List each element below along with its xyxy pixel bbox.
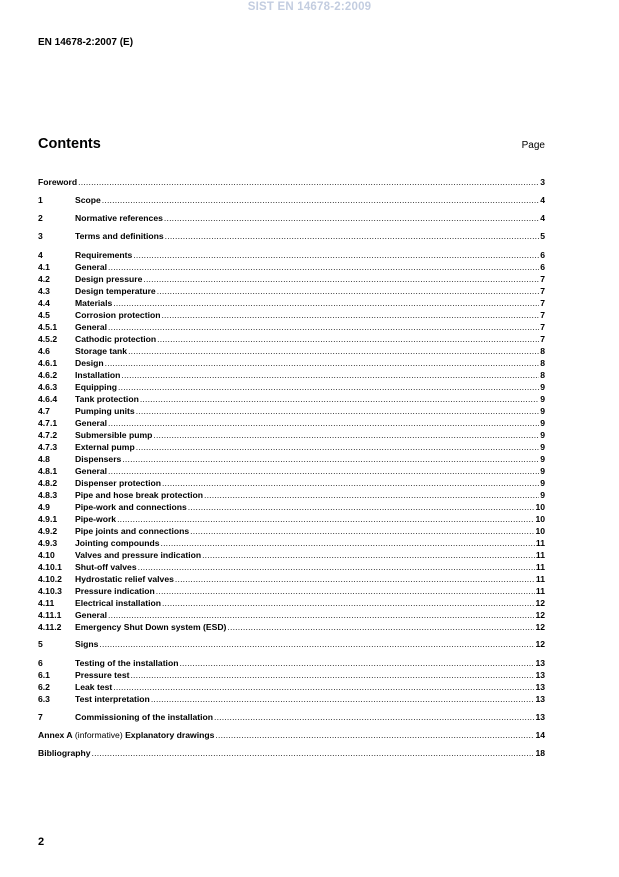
toc-entry-number: 4.1: [38, 262, 50, 272]
toc-entry-page: 7: [540, 298, 545, 308]
toc-entry[interactable]: [38, 309, 545, 321]
toc-entry-page: 14: [535, 730, 545, 740]
toc-leader-dots: [105, 357, 540, 369]
toc-entry-number: 4.2: [38, 274, 50, 284]
toc-entry-page: 6: [540, 262, 545, 272]
toc-entry-number: 4.8: [38, 454, 50, 464]
toc-entry[interactable]: [38, 513, 545, 525]
toc-leader-dots: [157, 333, 539, 345]
toc-entry[interactable]: [38, 194, 545, 206]
toc-entry[interactable]: [38, 609, 545, 621]
toc-entry-title: Tank protection: [75, 394, 139, 404]
toc-leader-dots: [214, 711, 534, 723]
toc-entry[interactable]: [38, 261, 545, 273]
toc-leader-dots: [188, 501, 535, 513]
toc-entry-number: 4: [38, 250, 43, 260]
toc-entry-number: 6.1: [38, 670, 50, 680]
toc-entry-page: 9: [540, 490, 545, 500]
toc-entry-number: Annex A: [38, 730, 73, 740]
toc-entry-number: 3: [38, 231, 43, 241]
toc-entry-number: 5: [38, 639, 43, 649]
toc-entry-page: 5: [540, 231, 545, 241]
toc-entry[interactable]: [38, 537, 545, 549]
toc-entry-page: 9: [540, 406, 545, 416]
toc-entry-number: 4.6.3: [38, 382, 58, 392]
toc-entry-title: Pressure test: [75, 670, 130, 680]
toc-entry-title: Hydrostatic relief valves: [75, 574, 174, 584]
toc-entry-number: 4.10: [38, 550, 55, 560]
toc-entry-number: 7: [38, 712, 43, 722]
toc-entry[interactable]: [38, 333, 545, 345]
toc-leader-dots: [92, 747, 535, 759]
toc-entry[interactable]: [38, 321, 545, 333]
toc-entry-page: 6: [540, 250, 545, 260]
toc-entry-title: Design: [75, 358, 104, 368]
toc-entry-number: 4.4: [38, 298, 50, 308]
toc-entry-number: 4.7: [38, 406, 50, 416]
toc-entry-page: 7: [540, 322, 545, 332]
toc-leader-dots: [153, 429, 539, 441]
toc-entry-title: Jointing compounds: [75, 538, 160, 548]
toc-entry-page: 10: [535, 526, 545, 536]
toc-entry[interactable]: [38, 477, 545, 489]
toc-entry-title: Cathodic protection: [75, 334, 157, 344]
toc-entry[interactable]: [38, 597, 545, 609]
toc-entry-page: 9: [540, 418, 545, 428]
toc-entry-title: Test interpretation: [75, 694, 150, 704]
toc-leader-dots: [156, 585, 535, 597]
toc-entry-number: 4.3: [38, 286, 50, 296]
toc-entry-title: General: [75, 262, 108, 272]
toc-entry-title: Shut-off valves: [75, 562, 137, 572]
toc-entry-page: 7: [540, 286, 545, 296]
toc-entry-number: 2: [38, 213, 43, 223]
toc-entry-title: Design temperature: [75, 286, 156, 296]
toc-entry[interactable]: [38, 561, 545, 573]
toc-entry-title: Electrical installation: [75, 598, 161, 608]
toc-entry-number: 4.9.1: [38, 514, 58, 524]
toc-entry-number: 4.11.1: [38, 610, 62, 620]
toc-entry[interactable]: [38, 681, 545, 693]
toc-entry[interactable]: [38, 638, 545, 650]
toc-entry-page: 4: [540, 195, 545, 205]
toc-entry-title: General: [75, 322, 108, 332]
toc-entry-title: General: [75, 466, 108, 476]
toc-entry-title: Requirements: [75, 250, 133, 260]
toc-entry-page: 9: [540, 478, 545, 488]
toc-entry-page: 8: [540, 358, 545, 368]
toc-entry-page: 4: [540, 213, 545, 223]
toc-leader-dots: [113, 681, 534, 693]
toc-leader-dots: [118, 381, 539, 393]
toc-entry[interactable]: [38, 345, 545, 357]
toc-entry-page: 9: [540, 466, 545, 476]
toc-entry-number: 6.2: [38, 682, 50, 692]
toc-entry-page: 11: [535, 538, 545, 548]
toc-entry-title: Installation: [75, 370, 121, 380]
toc-entry-title: Materials: [75, 298, 113, 308]
toc-entry-page: 7: [540, 274, 545, 284]
toc-entry[interactable]: [38, 747, 545, 759]
toc-leader-dots: [190, 525, 534, 537]
toc-entry-page: 12: [535, 622, 545, 632]
toc-leader-dots: [161, 537, 535, 549]
toc-entry-number: 4.6.4: [38, 394, 58, 404]
toc-entry-page: 8: [540, 370, 545, 380]
toc-entry[interactable]: [38, 549, 545, 561]
toc-entry-title: Submersible pump: [75, 430, 153, 440]
toc-leader-dots: [204, 489, 539, 501]
toc-entry-page: 8: [540, 346, 545, 356]
toc-entry[interactable]: [38, 381, 545, 393]
toc-entry-title: Emergency Shut Down system (ESD): [75, 622, 227, 632]
toc-entry-number: 4.9.2: [38, 526, 58, 536]
toc-entry-page: 10: [535, 502, 545, 512]
toc-entry-page: 9: [540, 454, 545, 464]
toc-leader-dots: [99, 638, 534, 650]
toc-entry[interactable]: [38, 465, 545, 477]
toc-entry-page: 9: [540, 430, 545, 440]
toc-entry-page: 13: [535, 682, 545, 692]
toc-entry-number: 1: [38, 195, 43, 205]
toc-entry-page: 7: [540, 310, 545, 320]
toc-entry[interactable]: [38, 525, 545, 537]
toc-leader-dots: [157, 285, 540, 297]
toc-leader-dots: [108, 321, 539, 333]
toc-entry-number: 4.9.3: [38, 538, 58, 548]
toc-entry-page: 12: [535, 598, 545, 608]
toc-leader-dots: [227, 621, 534, 633]
toc-entry-title: Valves and pressure indication: [75, 550, 202, 560]
toc-entry-title: Pipe-work: [75, 514, 117, 524]
contents-title: Contents: [38, 136, 101, 152]
toc-entry[interactable]: [38, 212, 545, 224]
toc-entry-number: Bibliography: [38, 748, 91, 758]
toc-leader-dots: [136, 441, 540, 453]
toc-leader-dots: [108, 609, 534, 621]
toc-leader-dots: [179, 657, 534, 669]
toc-entry-number: 4.6.2: [38, 370, 58, 380]
toc-entry-number: 4.9: [38, 502, 50, 512]
toc-entry-number: 4.5.1: [38, 322, 58, 332]
toc-entry-number: 4.8.2: [38, 478, 58, 488]
toc-leader-dots: [162, 597, 534, 609]
toc-entry-title: Testing of the installation: [75, 658, 179, 668]
page-column-label: Page: [521, 140, 545, 151]
toc-entry[interactable]: [38, 369, 545, 381]
toc-entry-title: Terms and definitions: [75, 231, 164, 241]
toc-leader-dots: [165, 230, 540, 242]
toc-entry-page: 12: [535, 610, 545, 620]
toc-entry-title: Pipe-work and connections: [75, 502, 187, 512]
toc-entry[interactable]: [38, 501, 545, 513]
toc-entry-number: 4.11.2: [38, 622, 62, 632]
toc-entry-number: 4.7.1: [38, 418, 58, 428]
toc-entry-page: 13: [535, 694, 545, 704]
toc-entry[interactable]: [38, 176, 545, 188]
toc-entry[interactable]: [38, 729, 545, 741]
toc-entry-number: 4.8.3: [38, 490, 58, 500]
toc-entry-page: 13: [535, 670, 545, 680]
toc-entry-page: 7: [540, 334, 545, 344]
toc-entry-number: 4.10.1: [38, 562, 62, 572]
toc-entry-number: 4.5.2: [38, 334, 58, 344]
toc-entry[interactable]: [38, 441, 545, 453]
toc-entry[interactable]: [38, 357, 545, 369]
toc-entry-title: Dispensers: [75, 454, 122, 464]
toc-leader-dots: [108, 465, 539, 477]
toc-entry-number: 4.8.1: [38, 466, 58, 476]
watermark: SIST EN 14678-2:2009: [247, 1, 372, 13]
toc-entry[interactable]: [38, 405, 545, 417]
toc-leader-dots: [140, 393, 539, 405]
toc-entry-title: Storage tank: [75, 346, 128, 356]
toc-entry[interactable]: [38, 585, 545, 597]
toc-leader-dots: [215, 729, 534, 741]
toc-entry-number: 4.10.2: [38, 574, 62, 584]
toc-entry-title: Dispenser protection: [75, 478, 161, 488]
toc-entry-number: 4.11: [38, 598, 55, 608]
toc-entry-title: Leak test: [75, 682, 113, 692]
toc-leader-dots: [108, 417, 539, 429]
toc-entry[interactable]: [38, 657, 545, 669]
toc-entry-page: 13: [535, 712, 545, 722]
toc-entry-number: 6.3: [38, 694, 50, 704]
toc-entry-page: 11: [535, 574, 545, 584]
toc-entry-title: Pipe and hose break protection: [75, 490, 203, 500]
toc-entry-page: 11: [535, 550, 545, 560]
toc-leader-dots: [108, 261, 539, 273]
toc-leader-dots: [161, 309, 539, 321]
toc-leader-dots: [130, 669, 534, 681]
toc-entry-title: General: [75, 610, 108, 620]
toc-entry-page: 18: [535, 748, 545, 758]
toc-leader-dots: [102, 194, 539, 206]
toc-leader-dots: [138, 561, 535, 573]
toc-entry-title: Explanatory drawings: [125, 730, 215, 740]
toc-leader-dots: [113, 297, 539, 309]
toc-entry[interactable]: [38, 489, 545, 501]
toc-entry-number: 6: [38, 658, 43, 668]
toc-leader-dots: [151, 693, 535, 705]
toc-entry-page: 9: [540, 442, 545, 452]
toc-leader-dots: [122, 453, 539, 465]
toc-entry-number: 4.7.2: [38, 430, 58, 440]
toc-entry-number: 4.7.3: [38, 442, 58, 452]
toc-entry-page: 11: [535, 562, 545, 572]
toc-entry-title: Corrosion protection: [75, 310, 161, 320]
page-number: 2: [38, 836, 45, 848]
toc-leader-dots: [136, 405, 540, 417]
toc-entry-title: Signs: [75, 639, 99, 649]
toc-entry-title: General: [75, 418, 108, 428]
toc-entry-title: Pumping units: [75, 406, 135, 416]
toc-entry-page: 3: [540, 177, 545, 187]
toc-entry-page: 13: [535, 658, 545, 668]
toc-entry-title: Equipping: [75, 382, 118, 392]
toc-entry-title: Commissioning of the installation: [75, 712, 213, 722]
toc-leader-dots: [133, 249, 539, 261]
toc-entry-title: Design pressure: [75, 274, 143, 284]
toc-entry-number: Foreword: [38, 177, 78, 187]
toc-entry-title: Normative references: [75, 213, 163, 223]
toc-leader-dots: [78, 176, 539, 188]
toc-entry-number: 4.5: [38, 310, 50, 320]
toc-entry[interactable]: [38, 230, 545, 242]
toc-entry-title: Pipe joints and connections: [75, 526, 190, 536]
toc-entry[interactable]: [38, 429, 545, 441]
toc-entry-title: External pump: [75, 442, 135, 452]
toc-entry[interactable]: [38, 711, 545, 723]
toc-entry[interactable]: [38, 693, 545, 705]
toc-entry-page: 10: [535, 514, 545, 524]
toc-entry[interactable]: [38, 573, 545, 585]
toc-entry-number: 4.10.3: [38, 586, 62, 596]
toc-entry[interactable]: [38, 285, 545, 297]
toc-leader-dots: [121, 369, 539, 381]
toc-leader-dots: [162, 477, 539, 489]
toc-entry[interactable]: [38, 273, 545, 285]
toc-entry[interactable]: [38, 249, 545, 261]
toc-leader-dots: [117, 513, 534, 525]
toc-entry[interactable]: [38, 297, 545, 309]
toc-entry-annex-type: (informative): [72, 730, 126, 740]
toc-entry[interactable]: [38, 417, 545, 429]
toc-entry-title: Pressure indication: [75, 586, 155, 596]
toc-entry-page: 9: [540, 394, 545, 404]
toc-leader-dots: [164, 212, 539, 224]
toc-leader-dots: [143, 273, 539, 285]
toc-leader-dots: [175, 573, 535, 585]
toc-entry[interactable]: [38, 453, 545, 465]
toc-entry-page: 11: [535, 586, 545, 596]
toc-entry-number: 4.6.1: [38, 358, 58, 368]
toc-entry-number: 4.6: [38, 346, 50, 356]
toc-entry[interactable]: [38, 621, 545, 633]
toc-entry[interactable]: [38, 669, 545, 681]
toc-leader-dots: [128, 345, 539, 357]
toc-entry[interactable]: [38, 393, 545, 405]
document-id: EN 14678-2:2007 (E): [38, 37, 134, 48]
toc-entry-title: Scope: [75, 195, 101, 205]
toc-leader-dots: [202, 549, 535, 561]
toc-entry-page: 9: [540, 382, 545, 392]
toc-entry-page: 12: [535, 639, 545, 649]
